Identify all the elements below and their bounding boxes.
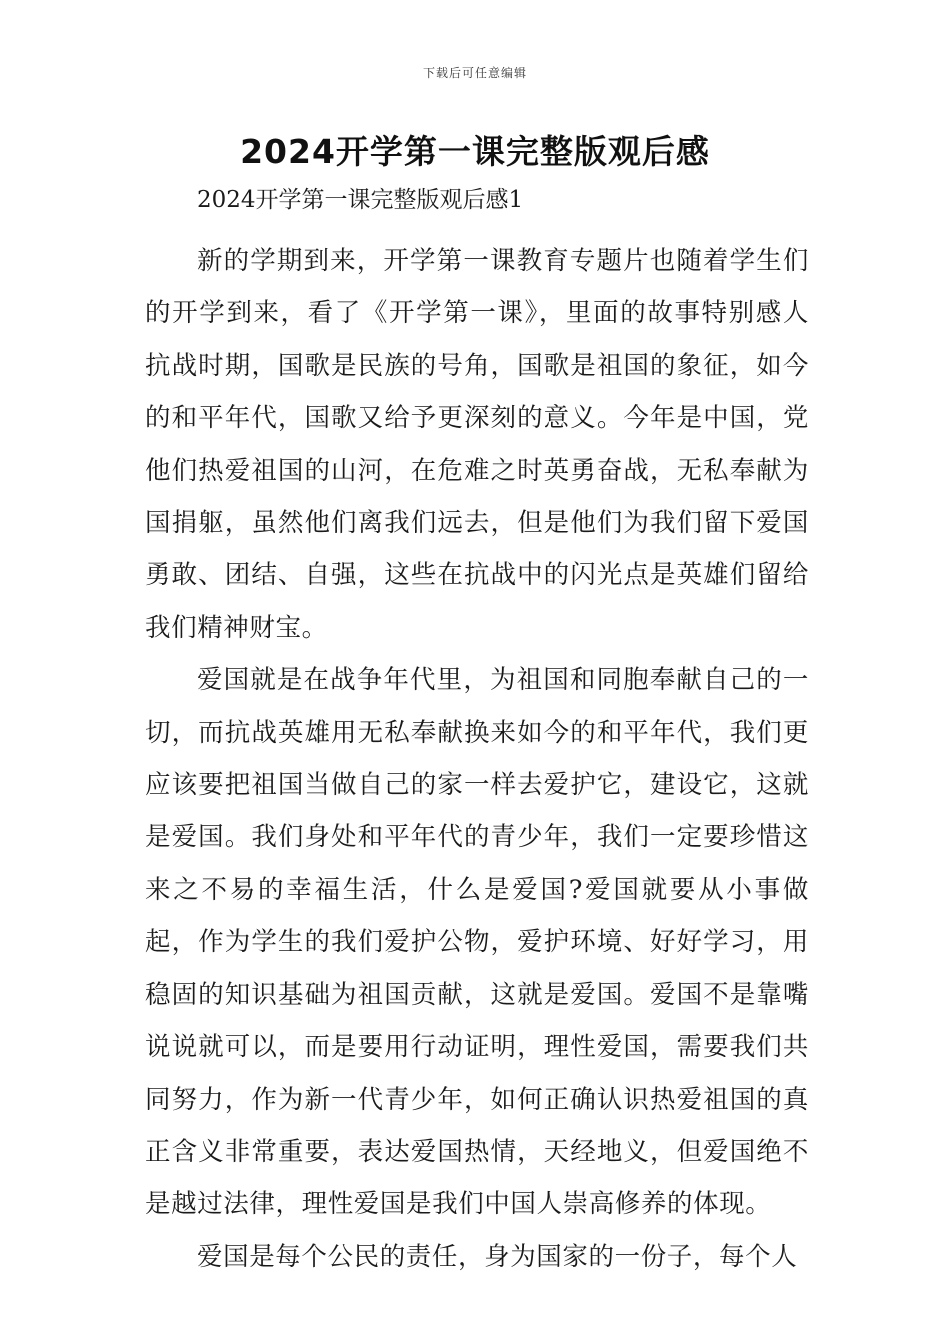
paragraph-2: 爱国就是在战争年代里，为祖国和同胞奉献自己的一切，而抗战英雄用无私奉献换来如今的和平年代，我们更应该要把祖国当做自己的家一样去爱护它，建设它，这就是爱国。我们身处和平年代的青少年，我们一定要珍惜这来之不易的幸福生活，什么是爱国?爱国就要从小事做起，作为学生的我们爱护公物，爱护环境、好好学习，用稳固的知识基础为祖国贡献，这就是爱国。爱国不是靠嘴说说就可以，而是要用行动证明，理性爱国，需要我们共同努力，作为新一代青少年，如何正确认识热爱祖国的真正含义非常重要，表达爱国热情，天经地义，但爱国绝不是越过法律，理性爱国是我们中国人崇高修养的体现。 [145,665,809,1220]
document-title: 2024开学第一课完整版观后感 [240,132,710,171]
document-subtitle: 2024开学第一课完整版观后感1 [197,187,524,213]
document-body [145,180,809,1283]
page-header-note: 下载后可任意编辑 [422,66,527,80]
paragraph-3: 爱国是每个公民的责任，身为国家的一份子，每个人 [197,1241,798,1272]
paragraph-1: 新的学期到来，开学第一课教育专题片也随着学生们的开学到来，看了《开学第一课》，里面的故事特别感人抗战时期，国歌是民族的号角，国歌是祖国的象征，如今的和平年代，国歌又给予更深刻的意义。今年是中国，党他们热爱祖国的山河，在危难之时英勇奋战，无私奉献为国捐躯，虽然他们离我们远去，但是他们为我们留下爱国勇敢、团结、自强，这些在抗战中的闪光点是英雄们留给我们精神财宝。 [145,246,809,643]
